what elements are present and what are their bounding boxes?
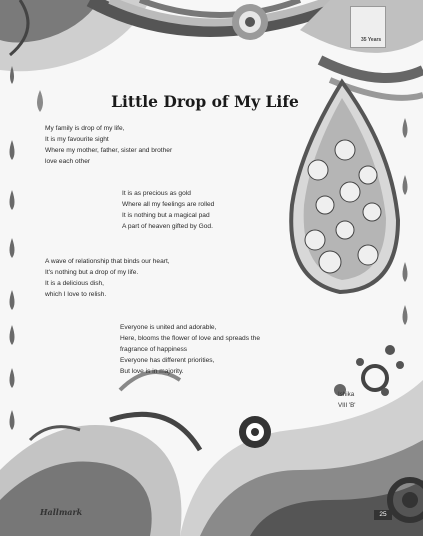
poem-line: A part of heaven gifted by God. (122, 223, 213, 230)
poem-title: Little Drop of My Life (111, 92, 299, 111)
poem-line: My family is drop of my life, (45, 125, 125, 132)
poem-line: Here, blooms the flower of love and spreads the (120, 335, 261, 342)
author-class: VIII 'B' (338, 402, 356, 409)
badge-text: 35 Years (361, 37, 382, 43)
page-number: 25 (374, 510, 392, 520)
poem-stanza (120, 322, 260, 377)
poem-line: Where my mother, father, sister and brother (45, 147, 173, 154)
poem-line: Everyone has different priorities, (120, 357, 215, 364)
poem-line: It is my favourite sight (45, 136, 109, 143)
poem-line: It is nothing but a magical pad (122, 212, 210, 219)
poem-line: It is a delicious dish, (45, 280, 105, 287)
brand-logo: Hallmark (40, 507, 83, 517)
poem-stanza (122, 188, 214, 232)
poem-line: Everyone is united and adorable, (120, 324, 217, 331)
poem-line: It's nothing but a drop of my life. (45, 269, 139, 276)
poem-line: Where all my feelings are rolled (122, 201, 215, 208)
author-name: Ishika (338, 391, 355, 398)
poem-line: But love is in majority. (120, 368, 184, 375)
poem-stanza (45, 123, 172, 167)
poem-line: which I love to relish. (45, 291, 107, 298)
poem-line: fragrance of happiness (120, 346, 188, 353)
poem-line: A wave of relationship that binds our heart, (45, 258, 170, 265)
poem-line: It is as precious as gold (122, 190, 191, 197)
poem-stanza (45, 256, 170, 300)
poem-line: love each other (45, 158, 91, 165)
